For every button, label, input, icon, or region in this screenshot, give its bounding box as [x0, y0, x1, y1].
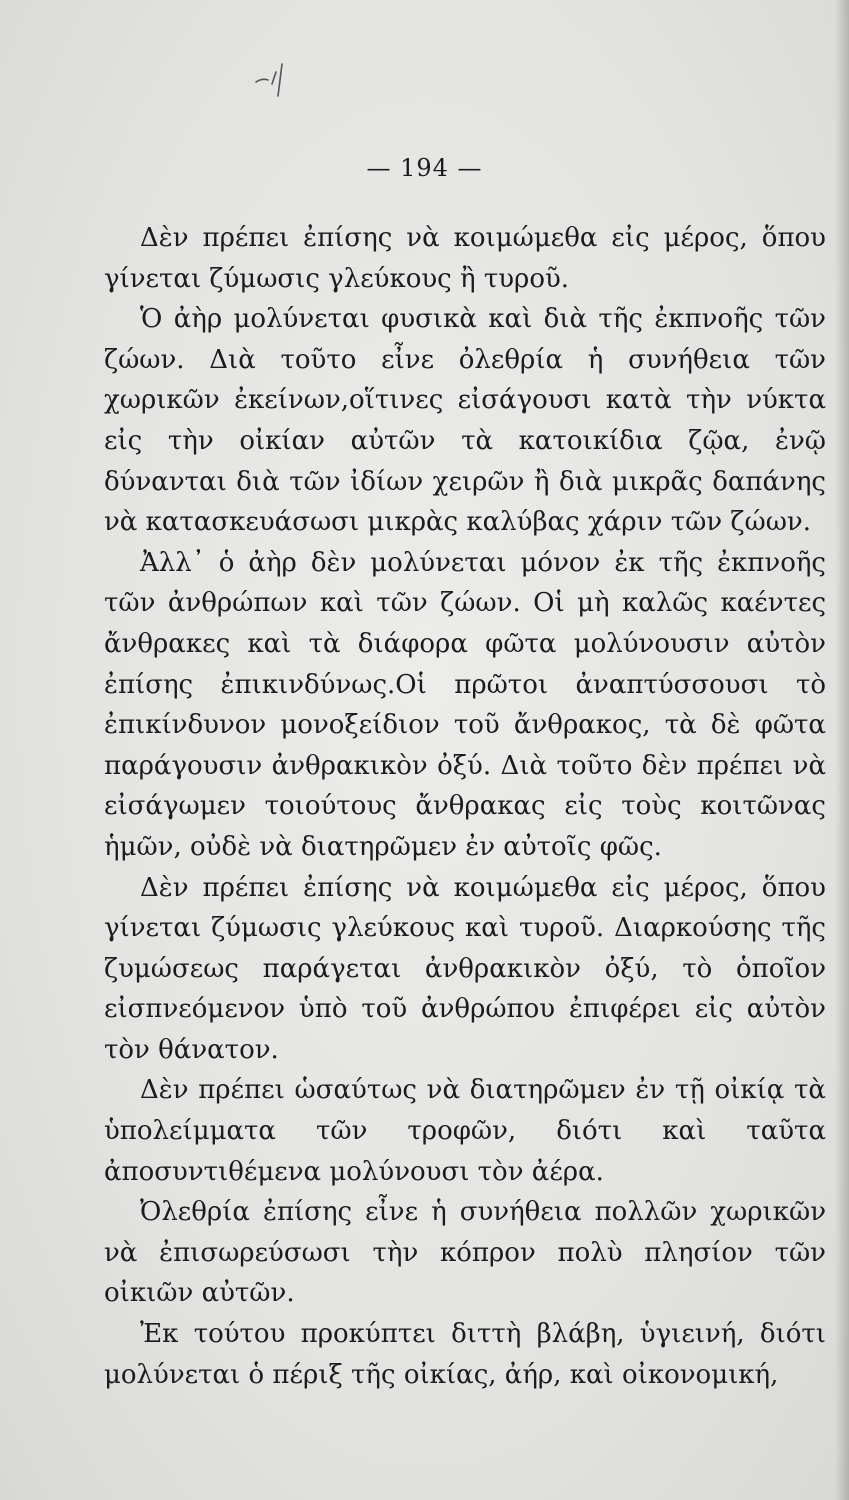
- paragraph: Δὲν πρέπει ὡσαύτως νὰ διατηρῶμεν ἐν τῇ οἰκίᾳ τὰ ὑπολείμματα τῶν τροφῶν, διότι καὶ ταῦτα ἀποσυντιθέμενα μολύνουσι τὸν ἀέρα.: [104, 1075, 826, 1187]
- paragraph: Δὲν πρέπει ἐπίσης νὰ κοιμώμεθα εἰς μέρος, ὅπου γίνεται ζύμωσις γλεύκους καὶ τυροῦ. Διαρκούσης τῆς ζυμώσεως παράγεται ἀνθρακικὸν ὀξύ, τὸ ὁποῖον εἰσπνεόμενον ὑπὸ τοῦ ἀνθρώπου ἐπιφέρει εἰς αὐτὸν τὸν θάνατον.: [104, 872, 826, 1065]
- paragraph: Ὀλεθρία ἐπίσης εἶνε ἡ συνήθεια πολλῶν χωρικῶν νὰ ἐπισωρεύσωσι τὴν κόπρον πολὺ πλησίον τῶν οἰκιῶν αὐτῶν.: [104, 1197, 826, 1309]
- paragraph: Ὁ ἀὴρ μολύνεται φυσικὰ καὶ διὰ τῆς ἐκπνοῆς τῶν ζώων. Διὰ τοῦτο εἶνε ὀλεθρία ἡ συνήθεια τῶν χωρικῶν ἐκείνων,οἵτινες εἰσάγουσι κατὰ τὴν νύκτα εἰς τὴν οἰκίαν αὐτῶν τὰ κατοικίδια ζῷα, ἐνῷ δύνανται διὰ τῶν ἰδίων χειρῶν ἢ διὰ μικρᾶς δαπάνης νὰ κατασκευάσωσι μικρὰς καλύβας χάριν τῶν ζώων.: [104, 304, 826, 538]
- paragraph: Δὲν πρέπει ἐπίσης νὰ κοιμώμεθα εἰς μέρος, ὅπου γίνεται ζύμωσις γλεύκους ἢ τυροῦ.: [104, 223, 826, 294]
- paragraph: Ἀλλ᾽ ὁ ἀὴρ δὲν μολύνεται μόνον ἐκ τῆς ἐκπνοῆς τῶν ἀνθρώπων καὶ τῶν ζώων. Οἱ μὴ καλῶς καέντες ἄνθρακες καὶ τὰ διάφορα φῶτα μολύνουσιν αὐτὸν ἐπίσης ἐπικινδύνως.Οἱ πρῶτοι ἀναπτύσσουσι τὸ ἐπικίνδυνον μονοξείδιον τοῦ ἄνθρακος, τὰ δὲ φῶτα παράγουσιν ἀνθρακικὸν ὀξύ. Διὰ τοῦτο δὲν πρέπει νὰ εἰσάγωμεν τοιούτους ἄνθρακας εἰς τοὺς κοιτῶνας ἡμῶν, οὐδὲ νὰ διατηρῶμεν ἐν αὐτοῖς φῶς.: [104, 547, 826, 862]
- page-number: — 194 —: [366, 154, 483, 182]
- body-text: [104, 218, 826, 1395]
- page-edge-shadow: [835, 0, 849, 1500]
- pencil-mark-icon: [252, 60, 312, 100]
- paragraph: Ἐκ τούτου προκύπτει διττὴ βλάβη, ὑγιεινή, διότι μολύνεται ὁ πέριξ τῆς οἰκίας, ἀήρ, καὶ οἰκονομική,: [104, 1319, 826, 1390]
